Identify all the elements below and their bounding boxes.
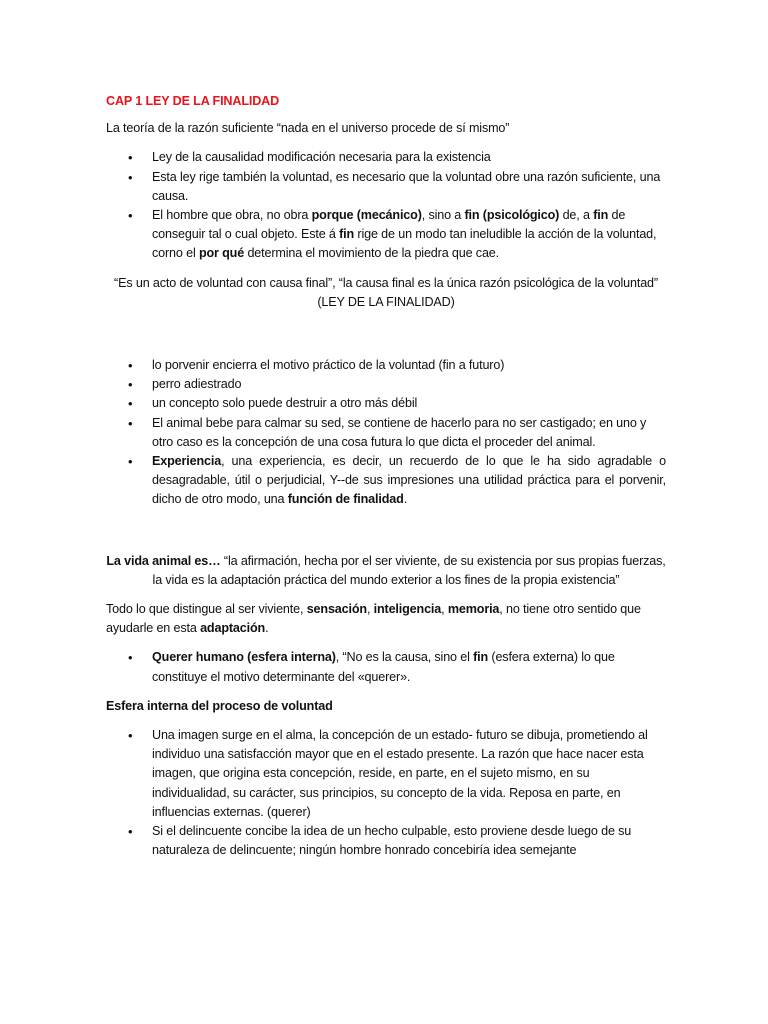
list-item: • El hombre que obra, no obra porque (mecánico), sino a fin (psicológico) de, a fin de conseguir tal o cual objeto. Este á fin rige de un modo tan ineludible la acción de la voluntad, corno el por qué determina el movimiento de la piedra que cae. <box>128 208 657 261</box>
list-item: • perro adiestrado <box>106 375 666 394</box>
spacer <box>106 520 666 542</box>
bullet-list-3 <box>106 648 666 686</box>
paragraph-adaptacion: Todo lo que distingue al ser viviente, sensación, inteligencia, memoria, no tiene otro sentido que ayudarle en esta adaptación. <box>106 602 641 636</box>
spacer <box>106 322 666 356</box>
list-item: • lo porvenir encierra el motivo práctico de la voluntad (fin a futuro) <box>106 356 666 375</box>
bullet-icon: • <box>128 150 133 166</box>
bullet-list-4 <box>106 726 666 860</box>
bullet-icon: • <box>128 396 133 412</box>
bullet-icon: • <box>128 824 133 840</box>
bullet-list-1 <box>106 148 666 263</box>
bullet-icon: • <box>128 415 133 431</box>
list-item: • un concepto solo puede destruir a otro más débil <box>106 394 666 413</box>
bullet-list-2 <box>106 356 666 510</box>
quote-finalidad: “Es un acto de voluntad con causa final”, “la causa final es la única razón psicológica de la voluntad” (LEY DE LA FINALIDAD) <box>114 275 658 309</box>
bullet-icon: • <box>128 377 133 393</box>
bullet-icon: • <box>128 728 133 744</box>
section-heading: Esfera interna del proceso de voluntad <box>106 698 333 713</box>
list-item: • Experiencia, una experiencia, es decir, un recuerdo de lo que le ha sido agradable o desagradable, útil o perjudicial, Y--de sus impresiones una utilidad práctica para el porvenir, dicho de otro modo, una función de finalidad. <box>128 454 666 507</box>
quote-vida-animal: La vida animal es… “la afirmación, hecha por el ser viviente, de su existencia por sus propias fuerzas, la vida es la adaptación práctica del mundo exterior a los fines de la propia existencia” <box>106 553 666 587</box>
bullet-icon: • <box>128 358 133 374</box>
bullet-icon: • <box>128 208 133 224</box>
document-body <box>106 92 666 871</box>
list-item: • Esta ley rige también la voluntad, es necesario que la voluntad obre una razón suficiente, una causa. <box>128 169 661 203</box>
list-item: • Si el delincuente concibe la idea de un hecho culpable, esto proviene desde luego de su naturaleza de delincuente; ningún hombre honrado concebiría idea semejante <box>128 824 632 858</box>
list-item: • El animal bebe para calmar su sed, se contiene de hacerlo para no ser castigado; en uno y otro caso es la concepción de una cosa futura lo que dicta el proceder del animal. <box>128 415 647 449</box>
bullet-icon: • <box>128 169 133 185</box>
chapter-title: CAP 1 LEY DE LA FINALIDAD <box>106 94 280 108</box>
bullet-icon: • <box>128 650 133 666</box>
bullet-icon: • <box>128 454 133 470</box>
list-item: • Querer humano (esfera interna), “No es la causa, sino el fin (esfera externa) lo que constituye el motivo determinante del «querer». <box>128 650 615 684</box>
intro-paragraph: La teoría de la razón suficiente “nada en el universo procede de sí mismo” <box>106 121 510 136</box>
list-item: • Una imagen surge en el alma, la concepción de un estado- futuro se dibuja, prometiendo al individuo una satisfacción mayor que en el estado presente. La razón que hace nacer esta imagen, que origina esta concepción, reside, en parte, en el sujeto mismo, en su individualidad, su carácter, sus principios, su concepto de la vida. Reposa en parte, en influencias externas. (querer) <box>128 728 648 819</box>
list-item: • Ley de la causalidad modificación necesaria para la existencia <box>106 148 666 167</box>
